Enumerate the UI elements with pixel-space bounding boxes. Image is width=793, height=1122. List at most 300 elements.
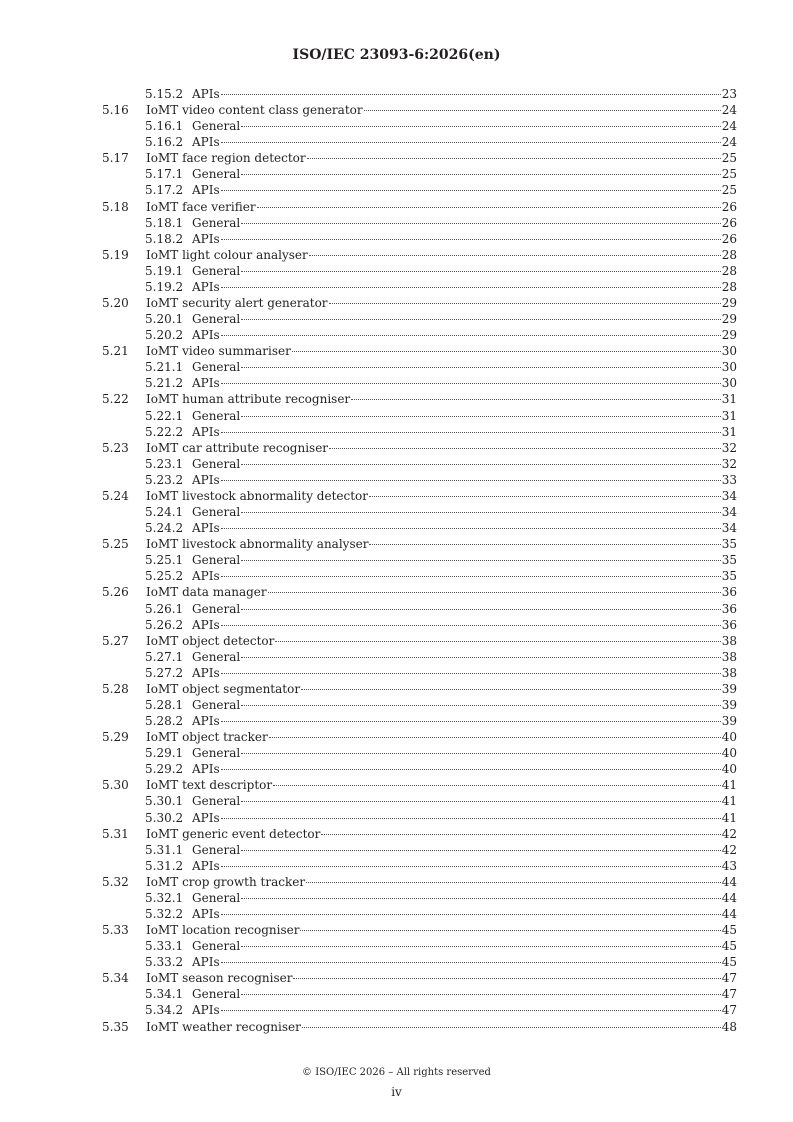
toc-entry-page[interactable]: 31 [721,392,737,407]
toc-entry-number: 5.30 [102,778,129,793]
toc-entry-title[interactable]: IoMT car attribute recogniser [146,440,329,455]
toc-entry-title[interactable]: APIs [192,376,220,391]
toc-entry-number: 5.34.2 [145,1003,184,1018]
toc-entry-title[interactable]: APIs [192,328,220,343]
toc-dot-leader [307,158,721,159]
toc-entry-page[interactable]: 39 [721,697,737,712]
toc-entry[interactable] [0,649,793,665]
toc-entry-line [192,134,737,150]
toc-entry-title[interactable]: General [192,939,241,954]
toc-entry[interactable] [0,134,793,150]
toc-entry-number: 5.22.2 [145,424,184,439]
toc-entry-page[interactable]: 28 [721,247,737,262]
toc-entry-number: 5.20 [102,296,129,311]
toc-entry-line [192,617,737,633]
toc-dot-leader [306,882,721,883]
toc-entry[interactable] [0,488,793,504]
toc-entry-title[interactable]: General [192,746,241,761]
toc-entry-line [146,295,737,311]
toc-entry-page[interactable]: 41 [721,810,737,825]
toc-entry-line [146,199,737,215]
toc-dot-leader [221,962,721,963]
toc-entry-number: 5.21.2 [145,376,184,391]
toc-entry-page[interactable]: 39 [721,681,737,696]
toc-entry-number: 5.26.1 [145,601,184,616]
toc-entry-line [146,1019,737,1035]
toc-entry-page[interactable]: 47 [721,987,737,1002]
toc-entry[interactable] [0,906,793,922]
toc-entry[interactable] [0,617,793,633]
toc-entry-page[interactable]: 24 [721,103,737,118]
toc-entry-page[interactable]: 26 [721,231,737,246]
toc-entry-line [192,938,737,954]
toc-dot-leader [221,914,721,915]
toc-entry-line [192,375,737,391]
toc-entry-page[interactable]: 31 [721,424,737,439]
toc-entry-number: 5.32.1 [145,890,184,905]
toc-entry-page[interactable]: 28 [721,263,737,278]
toc-entry-number: 5.20.1 [145,312,184,327]
toc-dot-leader [369,544,720,545]
toc-entry-number: 5.28.2 [145,714,184,729]
toc-entry-title[interactable]: General [192,505,241,520]
toc-entry-line [146,681,737,697]
toc-entry[interactable] [0,231,793,247]
toc-entry-number: 5.20.2 [145,328,184,343]
toc-entry[interactable] [0,150,793,166]
toc-dot-leader [221,866,721,867]
toc-entry-title[interactable]: IoMT data manager [146,585,267,600]
toc-entry[interactable] [0,343,793,359]
toc-entry[interactable] [0,391,793,407]
toc-entry[interactable] [0,86,793,102]
toc-entry-page[interactable]: 23 [721,87,737,101]
toc-entry[interactable] [0,504,793,520]
toc-entry-number: 5.29.2 [145,762,184,777]
toc-entry-line [192,713,737,729]
toc-entry-page[interactable]: 47 [721,1003,737,1018]
toc-entry-number: 5.27.2 [145,665,184,680]
toc-entry-number: 5.29 [102,730,129,745]
toc-entry-line [146,777,737,793]
toc-entry-number: 5.25 [102,537,129,552]
toc-entry-page[interactable]: 38 [721,649,737,664]
toc-entry-title[interactable]: General [192,553,241,568]
toc-entry-page[interactable]: 35 [721,537,737,552]
toc-dot-leader [301,689,721,690]
toc-entry-line [192,86,737,102]
toc-entry-page[interactable]: 34 [721,521,737,536]
toc-entry-title[interactable]: APIs [192,472,220,487]
toc-entry-number: 5.24.1 [145,505,184,520]
toc-entry-number: 5.16.1 [145,119,184,134]
toc-entry-page[interactable]: 41 [721,794,737,809]
toc-entry-page[interactable]: 34 [721,488,737,503]
toc-entry-line [192,649,737,665]
toc-entry-number: 5.33 [102,923,129,938]
toc-entry-page[interactable]: 30 [721,344,737,359]
toc-entry[interactable] [0,601,793,617]
toc-entry-number: 5.25.1 [145,553,184,568]
toc-entry-line [192,906,737,922]
toc-entry-title[interactable]: General [192,601,241,616]
toc-entry[interactable] [0,922,793,938]
toc-entry-page[interactable]: 24 [721,135,737,150]
toc-entry[interactable] [0,633,793,649]
toc-dot-leader [309,255,721,256]
toc-dot-leader [221,335,721,336]
toc-entry-title[interactable]: IoMT security alert generator [146,296,328,311]
toc-entry-title[interactable]: General [192,312,241,327]
toc-entry-title[interactable]: IoMT video summariser [146,344,291,359]
toc-entry[interactable] [0,761,793,777]
toc-dot-leader [221,769,721,770]
toc-entry-title[interactable]: General [192,649,241,664]
toc-entry-title[interactable]: IoMT object tracker [146,730,268,745]
toc-dot-leader [257,207,721,208]
toc-entry[interactable] [0,681,793,697]
toc-entry[interactable] [0,295,793,311]
toc-entry-page[interactable]: 26 [721,199,737,214]
toc-entry-page[interactable]: 36 [721,617,737,632]
toc-entry-line [146,536,737,552]
toc-entry[interactable] [0,215,793,231]
toc-entry-title[interactable]: IoMT weather recogniser [146,1019,301,1034]
toc-entry-page[interactable]: 35 [721,553,737,568]
toc-entry-title[interactable]: IoMT face verifier [146,199,256,214]
toc-entry-title[interactable]: General [192,890,241,905]
copyright-footer: © ISO/IEC 2026 – All rights reserved [302,1067,491,1078]
toc-dot-leader [241,512,720,513]
toc-entry-page[interactable]: 44 [721,890,737,905]
toc-entry-page[interactable]: 29 [721,296,737,311]
toc-entry-number: 5.35 [102,1019,129,1034]
toc-entry-number: 5.31.1 [145,842,184,857]
toc-entry[interactable] [0,327,793,343]
toc-entry-title[interactable]: APIs [192,87,220,101]
toc-entry[interactable] [0,102,793,118]
toc-entry-number: 5.30.1 [145,794,184,809]
toc-dot-leader [221,576,721,577]
toc-entry-page[interactable]: 35 [721,569,737,584]
toc-dot-leader [241,850,720,851]
toc-entry-title[interactable]: APIs [192,135,220,150]
toc-entry-title[interactable]: IoMT face region detector [146,151,306,166]
toc-entry-title[interactable]: IoMT crop growth tracker [146,874,306,889]
toc-entry-title[interactable]: General [192,408,241,423]
toc-entry-number: 5.15.2 [145,87,184,101]
toc-entry-number: 5.17 [102,151,129,166]
toc-entry-title[interactable]: IoMT generic event detector [146,826,321,841]
toc-entry-line [146,970,737,986]
toc-dot-leader [241,609,720,610]
toc-entry-page[interactable]: 32 [721,440,737,455]
toc-entry-page[interactable]: 40 [721,746,737,761]
toc-entry-number: 5.23.2 [145,472,184,487]
toc-entry-page[interactable]: 42 [721,826,737,841]
toc-entry[interactable] [0,826,793,842]
toc-entry-page[interactable]: 42 [721,842,737,857]
toc-entry-line [192,793,737,809]
toc-entry[interactable] [0,986,793,1002]
toc-entry-page[interactable]: 48 [721,1019,737,1034]
toc-entry-title[interactable]: IoMT livestock abnormality detector [146,488,368,503]
toc-dot-leader [292,351,721,352]
toc-dot-leader [329,448,721,449]
toc-entry-page[interactable]: 26 [721,215,737,230]
toc-entry-title[interactable]: IoMT text descriptor [146,778,273,793]
toc-entry-page[interactable]: 30 [721,360,737,375]
toc-entry-page[interactable]: 31 [721,408,737,423]
toc-entry-title[interactable]: APIs [192,231,220,246]
toc-entry-title[interactable]: APIs [192,762,220,777]
toc-entry-line [146,102,737,118]
toc-entry-title[interactable]: APIs [192,424,220,439]
toc-entry[interactable] [0,810,793,826]
toc-dot-leader [351,399,721,400]
toc-entry-title[interactable]: IoMT video content class generator [146,103,363,118]
toc-entry-title[interactable]: IoMT location recogniser [146,923,300,938]
toc-entry-number: 5.21 [102,344,129,359]
toc-entry-line [192,890,737,906]
toc-entry-line [192,601,737,617]
toc-entry-line [192,231,737,247]
toc-entry-line [192,810,737,826]
toc-entry[interactable] [0,472,793,488]
toc-dot-leader [269,737,721,738]
toc-entry[interactable] [0,520,793,536]
toc-entry[interactable] [0,777,793,793]
toc-entry[interactable] [0,456,793,472]
toc-entry-title[interactable]: General [192,215,241,230]
toc-entry-number: 5.21.1 [145,360,184,375]
toc-entry-page[interactable]: 40 [721,762,737,777]
toc-entry[interactable] [0,729,793,745]
toc-entry-line [192,520,737,536]
toc-entry-line [146,584,737,600]
toc-dot-leader [241,705,720,706]
toc-entry-title[interactable]: IoMT object detector [146,633,275,648]
toc-entry-page[interactable]: 38 [721,633,737,648]
toc-entry-title[interactable]: APIs [192,665,220,680]
toc-entry-title[interactable]: APIs [192,955,220,970]
toc-entry-page[interactable]: 38 [721,665,737,680]
toc-entry-page[interactable]: 29 [721,328,737,343]
toc-dot-leader [221,721,721,722]
toc-entry-title[interactable]: General [192,119,241,134]
toc-entry[interactable] [0,536,793,552]
toc-entry-page[interactable]: 29 [721,312,737,327]
toc-entry-number: 5.29.1 [145,746,184,761]
toc-entry-title[interactable]: General [192,987,241,1002]
toc-entry[interactable] [0,279,793,295]
toc-entry-title[interactable]: APIs [192,279,220,294]
toc-entry-page[interactable]: 43 [721,858,737,873]
toc-entry-number: 5.19 [102,247,129,262]
toc-entry[interactable] [0,938,793,954]
toc-entry-number: 5.34 [102,971,129,986]
toc-entry-line [146,874,737,890]
toc-entry[interactable] [0,440,793,456]
toc-entry[interactable] [0,1019,793,1035]
toc-entry[interactable] [0,954,793,970]
toc-entry-page[interactable]: 36 [721,585,737,600]
toc-entry-number: 5.24 [102,488,129,503]
toc-entry-line [146,729,737,745]
toc-entry-title[interactable]: General [192,842,241,857]
toc-entry-number: 5.33.1 [145,939,184,954]
toc-entry-number: 5.25.2 [145,569,184,584]
toc-entry-title[interactable]: APIs [192,858,220,873]
toc-entry[interactable] [0,858,793,874]
toc-entry-number: 5.28.1 [145,697,184,712]
toc-entry-title[interactable]: General [192,794,241,809]
toc-entry-line [146,150,737,166]
toc-entry[interactable] [0,408,793,424]
toc-entry[interactable] [0,199,793,215]
toc-entry-title[interactable]: General [192,360,241,375]
toc-dot-leader [241,367,720,368]
toc-entry-line [192,761,737,777]
toc-dot-leader [300,930,720,931]
toc-entry-page[interactable]: 25 [721,151,737,166]
toc-entry[interactable] [0,665,793,681]
toc-entry-number: 5.23 [102,440,129,455]
toc-dot-leader [241,753,720,754]
toc-entry[interactable] [0,842,793,858]
toc-entry-page[interactable]: 24 [721,119,737,134]
toc-entry-title[interactable]: APIs [192,810,220,825]
toc-entry-page[interactable]: 34 [721,505,737,520]
toc-entry-line [192,665,737,681]
toc-dot-leader [221,528,721,529]
toc-entry[interactable] [0,263,793,279]
toc-entry-page[interactable]: 44 [721,874,737,889]
toc-entry-line [192,858,737,874]
toc-entry-line [192,472,737,488]
toc-entry-page[interactable]: 28 [721,279,737,294]
toc-entry-line [192,954,737,970]
toc-entry[interactable] [0,247,793,263]
toc-entry[interactable] [0,1002,793,1018]
toc-entry-title[interactable]: APIs [192,521,220,536]
toc-entry-title[interactable]: APIs [192,569,220,584]
toc-entry-line [192,182,737,198]
toc-dot-leader [241,801,720,802]
toc-entry[interactable] [0,697,793,713]
toc-entry[interactable] [0,793,793,809]
toc-entry-page[interactable]: 47 [721,971,737,986]
toc-entry-page[interactable]: 36 [721,601,737,616]
toc-entry-line [192,552,737,568]
toc-dot-leader [241,994,720,995]
toc-entry-title[interactable]: APIs [192,1003,220,1018]
toc-entry-line [192,359,737,375]
toc-entry[interactable] [0,182,793,198]
toc-entry-line [192,697,737,713]
toc-entry-title[interactable]: General [192,456,241,471]
toc-entry-title[interactable]: APIs [192,183,220,198]
toc-entry[interactable] [0,375,793,391]
toc-dot-leader [221,673,721,674]
toc-entry-number: 5.22 [102,392,129,407]
toc-entry-page[interactable]: 25 [721,167,737,182]
toc-dot-leader [268,592,721,593]
toc-entry[interactable] [0,424,793,440]
toc-entry[interactable] [0,584,793,600]
toc-entry-page[interactable]: 25 [721,183,737,198]
toc-entry-page[interactable]: 45 [721,923,737,938]
toc-entry-page[interactable]: 32 [721,456,737,471]
toc-entry[interactable] [0,713,793,729]
toc-entry-title[interactable]: IoMT human attribute recogniser [146,392,351,407]
toc-entry-page[interactable]: 45 [721,955,737,970]
toc-entry[interactable] [0,568,793,584]
toc-entry-number: 5.30.2 [145,810,184,825]
toc-dot-leader [221,1010,721,1011]
toc-entry-title[interactable]: General [192,697,241,712]
toc-entry-title[interactable]: IoMT light colour analyser [146,247,308,262]
toc-entry-number: 5.32.2 [145,906,184,921]
toc-entry[interactable] [0,359,793,375]
toc-entry-number: 5.31 [102,826,129,841]
toc-entry-title[interactable]: General [192,167,241,182]
toc-dot-leader [221,383,721,384]
toc-entry[interactable] [0,118,793,134]
toc-entry-number: 5.17.2 [145,183,184,198]
toc-entry-page[interactable]: 40 [721,730,737,745]
toc-entry-title[interactable]: APIs [192,906,220,921]
toc-entry-page[interactable]: 30 [721,376,737,391]
toc-entry[interactable] [0,166,793,182]
toc-dot-leader [221,818,721,819]
toc-dot-leader [241,319,720,320]
toc-entry[interactable] [0,552,793,568]
toc-entry-page[interactable]: 39 [721,714,737,729]
toc-entry-line [146,826,737,842]
toc-entry-title[interactable]: IoMT object segmentator [146,681,301,696]
toc-entry-title[interactable]: General [192,263,241,278]
toc-entry-page[interactable]: 44 [721,906,737,921]
toc-entry-title[interactable]: IoMT livestock abnormality analyser [146,537,369,552]
toc-entry-line [146,488,737,504]
toc-dot-leader [241,464,720,465]
toc-entry-line [192,263,737,279]
toc-entry-page[interactable]: 41 [721,778,737,793]
toc-entry-line [192,1002,737,1018]
toc-entry-page[interactable]: 45 [721,939,737,954]
toc-entry[interactable] [0,970,793,986]
toc-entry-page[interactable]: 33 [721,472,737,487]
toc-entry-line [192,568,737,584]
toc-entry[interactable] [0,311,793,327]
toc-entry-number: 5.18 [102,199,129,214]
toc-entry-number: 5.28 [102,681,129,696]
toc-entry-title[interactable]: IoMT season recogniser [146,971,293,986]
toc-entry[interactable] [0,874,793,890]
toc-entry[interactable] [0,890,793,906]
toc-dot-leader [241,223,720,224]
toc-dot-leader [241,271,720,272]
toc-entry-title[interactable]: APIs [192,617,220,632]
toc-entry-line [192,842,737,858]
toc-dot-leader [221,94,721,95]
toc-dot-leader [221,239,721,240]
toc-entry-title[interactable]: APIs [192,714,220,729]
toc-entry[interactable] [0,745,793,761]
toc-dot-leader [221,432,721,433]
toc-dot-leader [241,126,720,127]
